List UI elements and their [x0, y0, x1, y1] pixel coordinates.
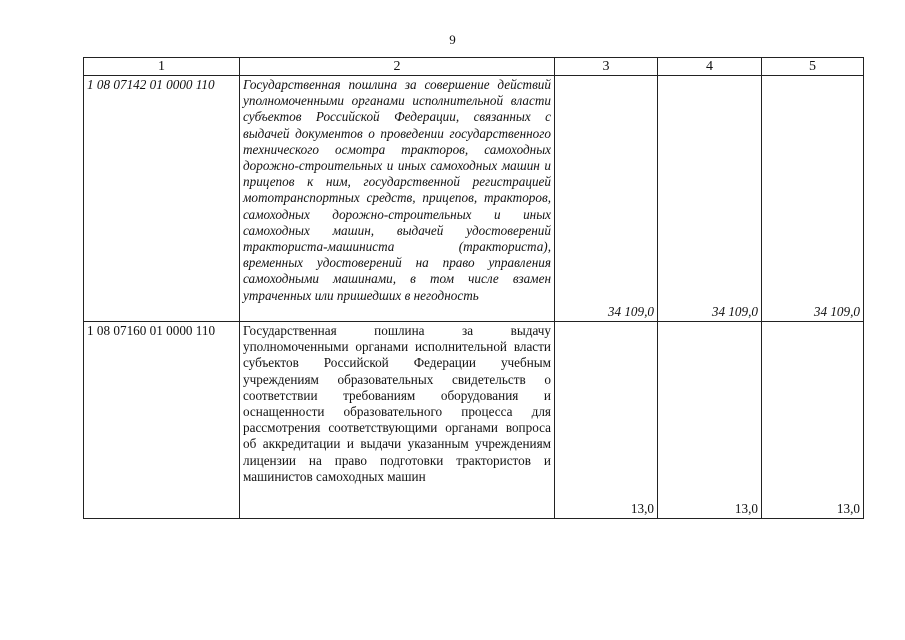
value-col-4-cell: 13,0: [658, 322, 762, 519]
header-col-3: 3: [555, 58, 658, 76]
table-header-row: [84, 58, 864, 76]
description-cell: Государственная пошлина за выдачу уполномоченными органами исполнительной власти субъектов Российской Федерации учебным учреждениям образовательных свидетельств о соответствии требованиям оборудования и оснащенности образовательного процесса для рассмотрения соответствующими органами вопроса об аккредитации и выдачи указанным учреждениям лицензии на право подготовки трактористов и машинистов самоходных машин: [240, 322, 555, 519]
value-col-5-cell: 34 109,0: [762, 76, 864, 322]
value-col-3-cell: 34 109,0: [555, 76, 658, 322]
budget-table: [83, 57, 864, 519]
value-col-3-cell: 13,0: [555, 322, 658, 519]
budget-code-cell: 1 08 07160 01 0000 110: [84, 322, 240, 519]
header-col-2: 2: [240, 58, 555, 76]
table-row: [84, 76, 864, 322]
table-row: [84, 322, 864, 519]
header-col-5: 5: [762, 58, 864, 76]
description-cell: Государственная пошлина за совершение действий уполномоченными органами исполнительной власти субъектов Российской Федерации, связанных с выдачей документов о проведении государственного технического осмотра тракторов, самоходных дорожно-строительных и иных самоходных машин и прицепов к ним, государственной регистрацией мототранспортных средств, прицепов, тракторов, самоходных дорожно-строительных и иных самоходных машин, выдачей удостоверений тракториста-машиниста (тракториста), временных удостоверений на право управления самоходными машинами, в том числе взамен утраченных или пришедших в негодность: [240, 76, 555, 322]
header-col-4: 4: [658, 58, 762, 76]
value-col-4-cell: 34 109,0: [658, 76, 762, 322]
budget-code-cell: 1 08 07142 01 0000 110: [84, 76, 240, 322]
header-col-1: 1: [84, 58, 240, 76]
value-col-5-cell: 13,0: [762, 322, 864, 519]
page-number: 9: [449, 32, 456, 47]
